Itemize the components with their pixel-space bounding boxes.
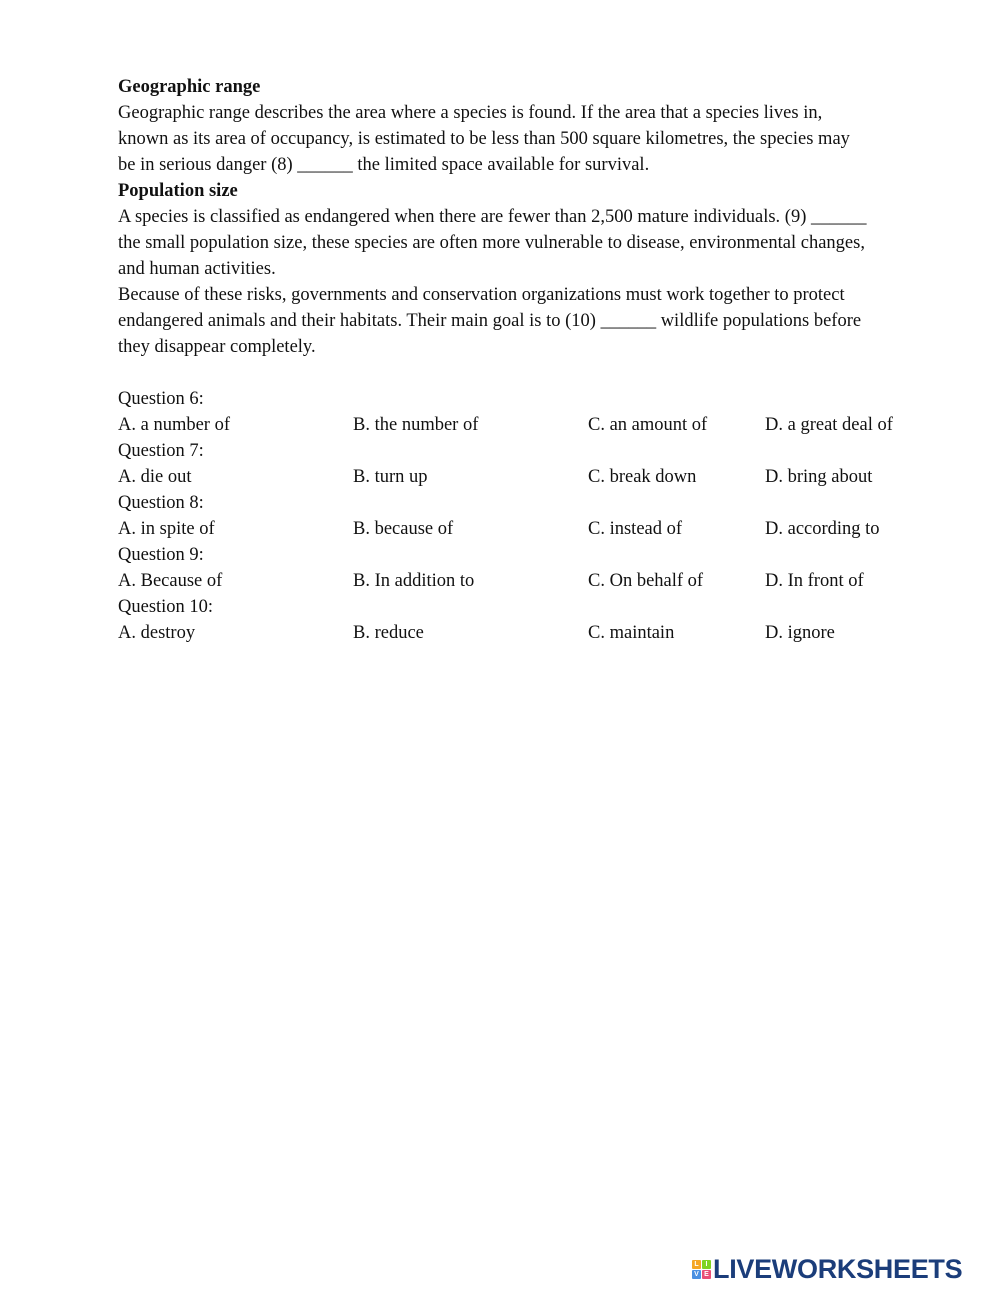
question-label: Question 9:: [118, 545, 204, 565]
logo-mark-tile: V: [692, 1270, 701, 1279]
paragraph-line: be in serious danger (8) ______ the limited space available for survival.: [118, 155, 650, 175]
liveworksheets-logo: [692, 1254, 962, 1284]
option-b[interactable]: B. reduce: [353, 623, 424, 643]
answer-options: [118, 516, 918, 542]
answer-options: [118, 620, 918, 646]
paragraph-line: Geographic range describes the area where a species is found. If the area that a species lives in,: [118, 103, 823, 123]
answer-options: [118, 464, 918, 490]
question-7: [118, 438, 918, 490]
question-label: Question 7:: [118, 441, 204, 461]
worksheet-content: [118, 74, 918, 646]
answer-options: [118, 568, 918, 594]
question-label: Question 6:: [118, 389, 204, 409]
option-d[interactable]: D. according to: [765, 519, 880, 539]
option-d[interactable]: D. ignore: [765, 623, 835, 643]
paragraph-line: endangered animals and their habitats. Their main goal is to (10) ______ wildlife populations before: [118, 311, 862, 331]
paragraph-line: they disappear completely.: [118, 337, 316, 357]
question-label: Question 8:: [118, 493, 204, 513]
question-8: [118, 490, 918, 542]
option-a[interactable]: A. destroy: [118, 623, 196, 643]
option-c[interactable]: C. On behalf of: [588, 571, 704, 591]
question-9: [118, 542, 918, 594]
option-c[interactable]: C. instead of: [588, 519, 683, 539]
option-b[interactable]: B. In addition to: [353, 571, 475, 591]
paragraph-line: and human activities.: [118, 259, 276, 279]
option-a[interactable]: A. a number of: [118, 415, 230, 435]
option-a[interactable]: A. in spite of: [118, 519, 215, 539]
option-c[interactable]: C. break down: [588, 467, 697, 487]
section-heading-geographic-range: Geographic range: [118, 77, 261, 97]
question-label: Question 10:: [118, 597, 214, 617]
paragraph-line: known as its area of occupancy, is estimated to be less than 500 square kilometres, the species may: [118, 129, 850, 149]
question-6: [118, 386, 918, 438]
logo-mark-tile: I: [702, 1260, 711, 1269]
option-a[interactable]: A. die out: [118, 467, 192, 487]
paragraph-line: A species is classified as endangered when there are fewer than 2,500 mature individuals. (9) ______: [118, 207, 867, 227]
logo-mark-tile: L: [692, 1260, 701, 1269]
logo-text: LIVEWORKSHEETS: [713, 1253, 963, 1284]
paragraph-line: the small population size, these species are often more vulnerable to disease, environmental changes,: [118, 233, 865, 253]
question-10: [118, 594, 918, 646]
spacer: [118, 360, 918, 386]
option-b[interactable]: B. turn up: [353, 467, 428, 487]
option-b[interactable]: B. because of: [353, 519, 454, 539]
section-heading-population-size: Population size: [118, 181, 238, 201]
answer-options: [118, 412, 918, 438]
paragraph-line: Because of these risks, governments and conservation organizations must work together to protect: [118, 285, 845, 305]
option-c[interactable]: C. maintain: [588, 623, 675, 643]
option-b[interactable]: B. the number of: [353, 415, 479, 435]
option-d[interactable]: D. bring about: [765, 467, 873, 487]
logo-mark-tile: E: [702, 1270, 711, 1279]
liveworksheets-mark-icon: [692, 1260, 711, 1279]
option-c[interactable]: C. an amount of: [588, 415, 708, 435]
option-d[interactable]: D. a great deal of: [765, 415, 893, 435]
option-a[interactable]: A. Because of: [118, 571, 223, 591]
option-d[interactable]: D. In front of: [765, 571, 864, 591]
